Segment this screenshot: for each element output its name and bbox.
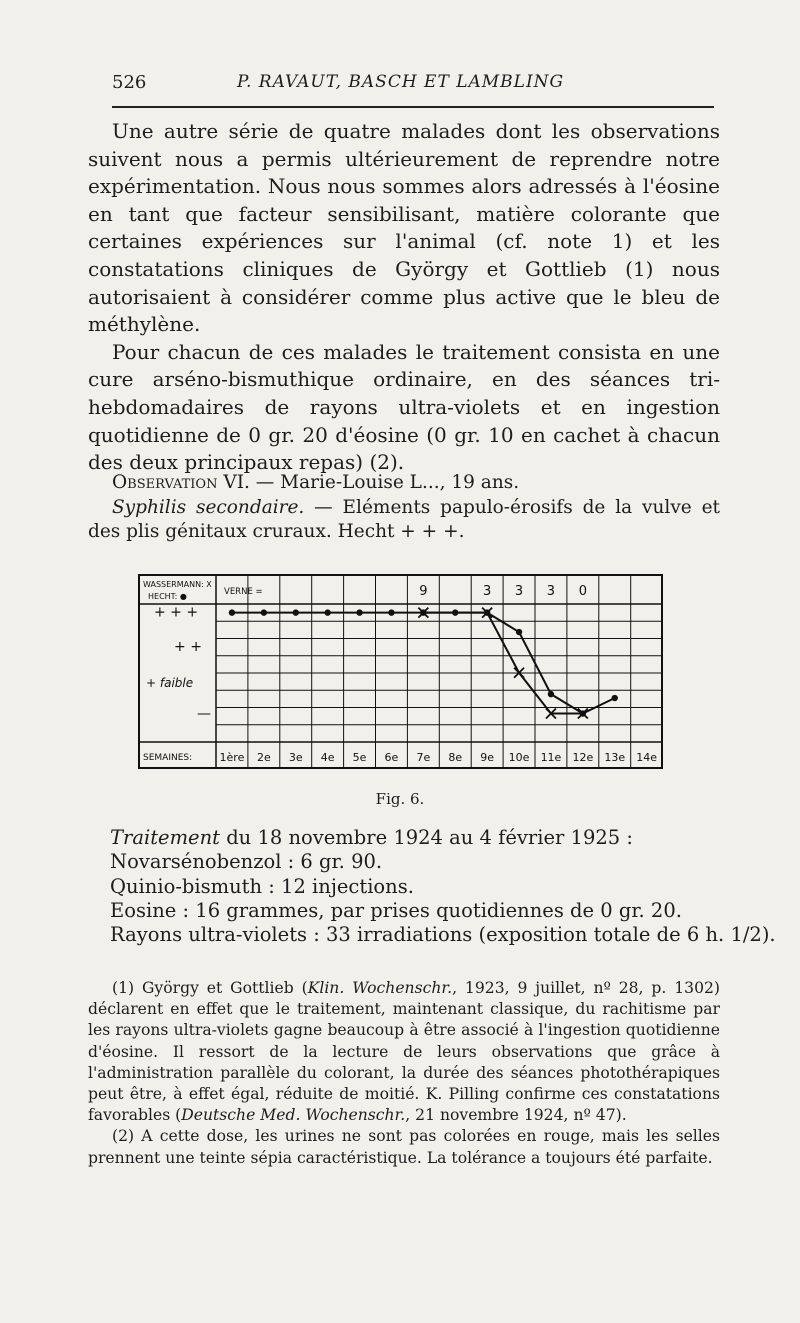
paragraph: Pour chacun de ces malades le traitement consista en une cure arséno-bismuthique ordinaire, en des séances tri-hebdomadaires de rayons ultra-violets et en ingestion quotidienne de 0 gr. 20 d'éosine (0 gr. 10 en cachet à chacun des deux principaux repas) (2). [88,339,720,475]
treatment-title: Traitement [110,826,220,849]
treatment-line: Novarsénobenzol : 6 gr. 90. [110,850,383,874]
treatment-heading [110,826,730,850]
hecht-point [293,609,299,615]
treatment-block [110,826,776,947]
observation-heading [88,471,720,496]
treatment-line: Quinio-bismuth : 12 injections. [110,874,414,898]
y-level-label: + + [174,639,202,656]
hecht-point [324,609,330,615]
week-label: 5e [352,751,367,764]
y-level-label: + faible [146,675,194,690]
hecht-point [388,609,394,615]
y-level-label: + + + [153,604,199,621]
observation-description-line [88,496,720,545]
hecht-point [356,609,362,615]
body-text [88,118,720,477]
verne-value: 9 [419,584,428,599]
header-rule [112,106,714,108]
week-label: 12e [572,751,594,764]
treatment-line: Rayons ultra-violets : 33 irradiations (exposition totale de 6 h. 1/2). [110,923,776,947]
footnote-1 [88,978,720,1126]
week-label: 2e [256,751,271,764]
week-label: 6e [384,751,399,764]
observation-label: Observation VI. [112,472,250,493]
footnote-1-end: , 21 novembre 1924, nº 47). [405,1106,627,1125]
footnote-1-journal: Klin. Wochenschr. [307,979,453,997]
footnote-2: (2) A cette dose, les urines ne sont pas colorées en rouge, mais les selles prennent une teinte sépia caractéristique. La tolérance a toujours été parfaite. [88,1127,720,1167]
paragraph: Une autre série de quatre malades dont les observations suivent nous a permis ultérieurement de reprendre notre expérimentation. Nous nous sommes alors adressés à l'éosine en tant que facteur sensibilisant, matière colorante que certaines expériences sur l'animal (cf. note 1) et les constatations cliniques de György et Gottlieb (1) nous autorisaient à considérer comme plus active que le bleu de méthylène. [88,119,720,337]
chart-header-verne: VERNE = [224,587,263,597]
page-number: 526 [112,72,147,93]
chart-header-hecht: HECHT: ● [148,592,187,601]
week-label: 10e [508,751,530,764]
verne-value: 3 [483,584,492,599]
hecht-point [516,629,522,635]
week-label: 9e [480,751,495,764]
chart-header-wassermann: WASSERMANN: X [143,580,212,589]
week-label: 8e [448,751,463,764]
treatment-line: Eosine : 16 grammes, par prises quotidiennes de 0 gr. 20. [110,898,682,922]
observation-description: — Eléments papulo-érosifs de la vulve et des plis génitaux cruraux. Hecht + + +. [88,496,720,542]
verne-value: 3 [546,584,556,599]
hecht-series-line [232,613,615,714]
verne-value: 0 [578,584,587,599]
week-label: 3e [288,751,303,764]
week-label: 1ère [219,751,245,764]
y-level-label: — [197,705,211,722]
week-label: 4e [320,751,335,764]
footnote-1-prefix: (1) György et Gottlieb ( [112,979,308,997]
hecht-point [229,609,235,615]
week-label: 14e [636,751,658,764]
diagnosis: Syphilis secondaire. [112,496,305,518]
treatment-dates: du 18 novembre 1924 au 4 février 1925 : [220,826,633,849]
week-label: 11e [540,751,562,764]
serology-chart [138,574,666,774]
week-label: 7e [416,751,431,764]
footnotes [88,978,720,1169]
week-label: 13e [604,751,626,764]
observation [88,471,720,545]
verne-value: 3 [514,584,524,599]
hecht-point [548,691,554,697]
running-head: P. RAVAUT, BASCH ET LAMBLING [237,72,565,92]
hecht-point [612,695,618,701]
x-axis-label: SEMAINES: [143,753,193,763]
figure-caption: Fig. 6. [375,790,425,808]
observation-subject: — Marie-Louise L..., 19 ans. [249,472,520,493]
page-header [112,72,714,96]
hecht-point [261,609,267,615]
footnote-1-text: , 1923, 9 juillet, nº 28, p. 1302) déclarent en effet que le traitement, maintenant classique, du rachitisme par les rayons ultra-violets gagne beaucoup à être associé à l'ingestion quotidienne d'éosine. Il ressort de la lecture de leurs observations que grâce à l'administration parallèle du colorant, la durée des séances photothérapiques peut être, à effet égal, réduite de moitié. K. Pilling confirme ces constatations favorables ( [88,979,720,1125]
footnote-1-journal-2: Deutsche Med. Wochenschr. [181,1106,406,1125]
